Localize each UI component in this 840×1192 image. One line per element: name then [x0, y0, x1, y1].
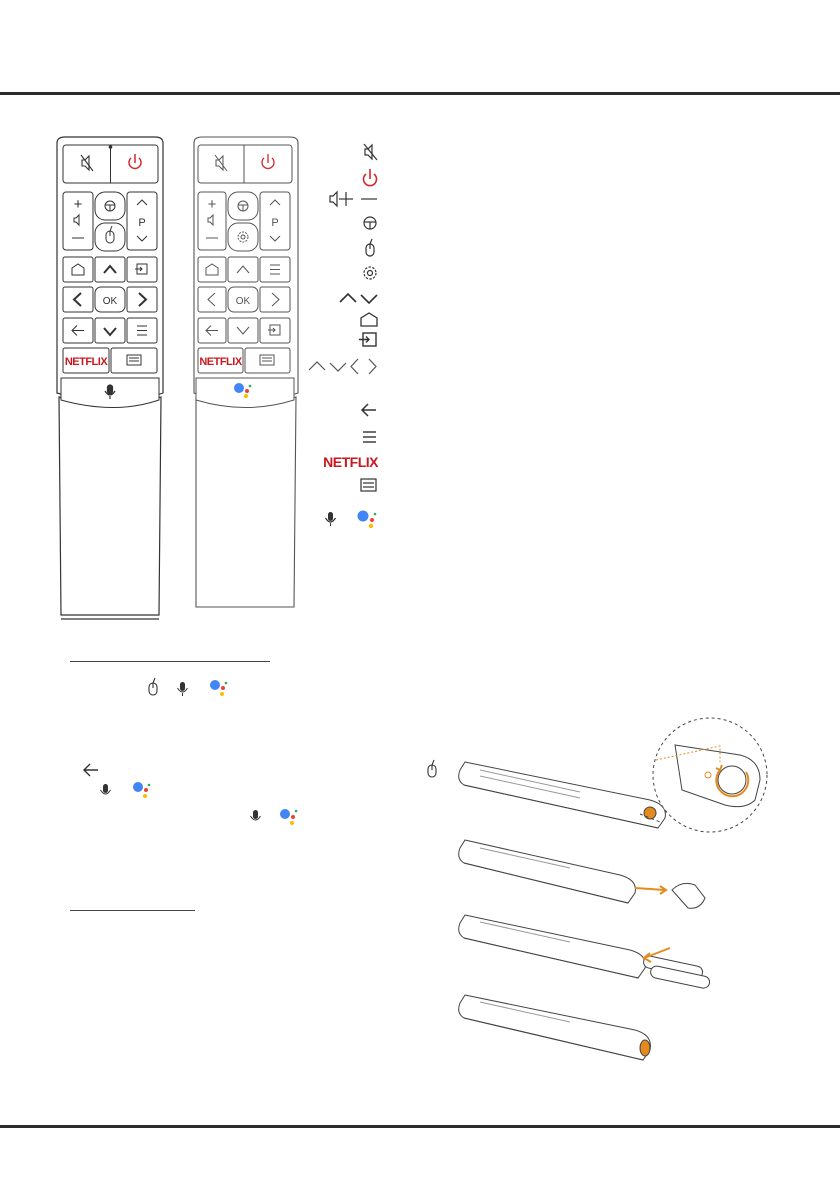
button-legend-lower: [305, 330, 385, 540]
battery-installation-diagram: [420, 710, 800, 1100]
microphone-icon: [101, 784, 111, 794]
menu-icon: [363, 432, 376, 442]
inline-icons-row-1: [145, 674, 245, 704]
remote-b-mute-power-key[interactable]: [198, 145, 292, 183]
remote-a-up-button[interactable]: [95, 257, 125, 282]
remote-a-back-button[interactable]: [63, 318, 93, 343]
remote-b-settings-key[interactable]: [228, 223, 258, 251]
remote-b-left-button[interactable]: [198, 287, 226, 312]
input-icon: [359, 333, 376, 346]
netflix-label: NETFLIX: [199, 356, 242, 368]
remote-b-netflix-button[interactable]: [198, 348, 243, 373]
remote-a-mute-power-key[interactable]: [63, 145, 158, 183]
channel-up-down-icon: [340, 294, 377, 303]
button-legend: [305, 140, 385, 340]
remote-b-assistant-button[interactable]: [196, 378, 294, 408]
remote-step-1: [459, 762, 666, 828]
remote-b-menu-button[interactable]: [260, 257, 290, 282]
battery-insert-icon: [643, 955, 711, 989]
remote-step-2: [459, 840, 705, 908]
remote-b-back-button[interactable]: [198, 318, 226, 343]
top-rule: [0, 92, 840, 95]
remote-a-channel-rocker[interactable]: [127, 192, 157, 250]
google-assistant-icon: [133, 782, 150, 798]
microphone-or-assistant-icon: [326, 511, 377, 529]
remote-b-ok-button[interactable]: [228, 287, 258, 312]
power-icon: [364, 169, 377, 186]
remote-b-keyboard-button[interactable]: [245, 348, 290, 373]
mouse-icon: [366, 239, 374, 256]
remote-a-teletext-key[interactable]: [95, 192, 125, 220]
inline-icons-row-3: [245, 805, 315, 835]
remote-b-down-button[interactable]: [228, 318, 258, 343]
volume-plus-minus-icon: [330, 192, 377, 206]
section-heading-underline-2: [70, 910, 195, 911]
teletext-icon: [364, 217, 376, 229]
back-icon: [84, 764, 98, 776]
remote-step-3: [459, 915, 711, 989]
remote-a-ok-button[interactable]: [95, 287, 125, 312]
remote-b-right-button[interactable]: [260, 287, 290, 312]
remote-a-right-button[interactable]: [127, 287, 157, 312]
navigation-arrows-icon: [309, 359, 376, 374]
p-label: P: [138, 217, 146, 229]
svg-text:+: +: [207, 196, 217, 213]
google-assistant-icon: [280, 809, 297, 825]
mouse-icon: [149, 678, 157, 695]
netflix-logo: NETFLIX: [323, 454, 378, 470]
remote-a-mouse-key[interactable]: [95, 223, 125, 251]
svg-text:+: +: [73, 196, 83, 213]
remote-step-4: [459, 995, 651, 1060]
ok-label: OK: [102, 296, 118, 307]
remote-b-home-button[interactable]: [198, 257, 226, 282]
keyboard-icon: [361, 479, 376, 491]
settings-icon: [364, 267, 376, 279]
mouse-icon: [428, 760, 436, 777]
remote-b-up-button[interactable]: [228, 257, 258, 282]
remote-a-home-button[interactable]: [63, 257, 93, 282]
battery-cover-zoom: [640, 718, 767, 832]
battery-cover-close-icon: [640, 1040, 650, 1056]
remote-a-down-button[interactable]: [95, 318, 125, 343]
google-assistant-icon: [210, 680, 227, 696]
bottom-rule: [0, 1125, 840, 1128]
remote-a-left-button[interactable]: [63, 287, 93, 312]
back-icon: [362, 404, 376, 416]
remote-a-voice-button[interactable]: [61, 378, 159, 408]
remote-b-channel-rocker[interactable]: [260, 192, 290, 250]
microphone-icon: [178, 682, 188, 696]
remote-a-menu-button[interactable]: [127, 318, 157, 343]
remote-control-b: [190, 135, 305, 615]
remote-b-input-button[interactable]: [260, 318, 290, 343]
remote-a-input-button[interactable]: [127, 257, 157, 282]
remote-a-netflix-button[interactable]: [63, 348, 109, 373]
remote-a-volume-rocker[interactable]: [63, 192, 93, 250]
home-icon: [361, 313, 377, 326]
mute-icon: [364, 144, 377, 160]
microphone-icon: [251, 810, 261, 820]
remote-control-a: [45, 135, 175, 630]
netflix-label: NETFLIX: [64, 356, 108, 368]
remote-b-teletext-key[interactable]: [228, 192, 258, 220]
p-label: P: [271, 217, 279, 229]
remote-a-keyboard-button[interactable]: [111, 348, 157, 373]
ok-label: OK: [235, 296, 251, 307]
inline-icons-row-2: [80, 760, 170, 802]
remote-b-volume-rocker[interactable]: [198, 192, 226, 250]
battery-cover-open-icon: [672, 883, 705, 908]
section-heading-underline-1: [70, 661, 270, 662]
